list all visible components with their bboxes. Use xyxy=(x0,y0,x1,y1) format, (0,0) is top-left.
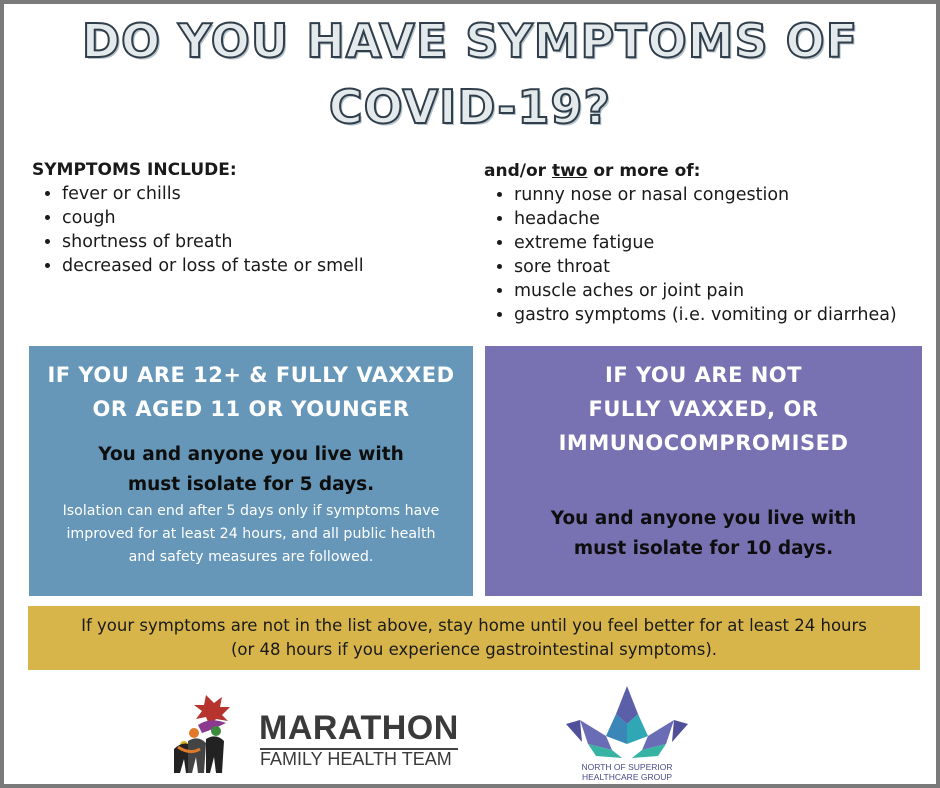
list-item: • fever or chills xyxy=(62,182,452,206)
symptoms-include-list xyxy=(32,182,452,278)
vaxxed-note-line-1: Isolation can end after 5 days only if symptoms have xyxy=(62,503,440,519)
list-item: • decreased or loss of taste or smell xyxy=(62,254,452,278)
title-line-1: DO YOU HAVE SYMPTOMS OF xyxy=(81,14,859,68)
list-item: • sore throat xyxy=(514,255,924,279)
list-item: • headache xyxy=(514,207,924,231)
note-line-1: If your symptoms are not in the list above, stay home until you feel better for at least 24 hours xyxy=(81,616,867,635)
not-vaxxed-body-line-1: You and anyone you live with xyxy=(550,508,857,529)
family-figures-icon xyxy=(164,689,256,779)
not-vaxxed-body-line-2: must isolate for 10 days. xyxy=(573,538,834,559)
two-or-more-column xyxy=(484,161,924,327)
two-or-more-heading xyxy=(484,161,924,181)
other-symptoms-note xyxy=(28,606,920,670)
nosh-logo xyxy=(562,684,692,784)
vaxxed-isolation-box xyxy=(29,346,473,596)
list-item: • shortness of breath xyxy=(62,230,452,254)
list-item: • muscle aches or joint pain xyxy=(514,279,924,303)
not-vaxxed-heading-line-2: FULLY VAXXED, OR xyxy=(588,397,819,421)
crown-leaf-icon xyxy=(562,684,692,760)
nosh-name-line-2: HEALTHCARE GROUP xyxy=(581,772,673,782)
heading-prefix: and/or xyxy=(484,161,552,181)
vaxxed-body-line-1: You and anyone you live with xyxy=(98,444,404,465)
two-or-more-list xyxy=(484,183,924,327)
not-vaxxed-isolation-box xyxy=(485,346,922,596)
heading-emphasis: two xyxy=(551,161,588,181)
nosh-name-line-1: NORTH OF SUPERIOR xyxy=(581,762,673,772)
heading-suffix: or more of: xyxy=(587,161,701,181)
vaxxed-body-line-2: must isolate for 5 days. xyxy=(127,474,375,495)
vaxxed-note-line-3: and safety measures are followed. xyxy=(128,549,374,565)
symptoms-include-heading: SYMPTOMS INCLUDE: xyxy=(32,160,237,180)
marathon-fht-logo xyxy=(164,689,464,779)
list-item: • runny nose or nasal congestion xyxy=(514,183,924,207)
list-item: • extreme fatigue xyxy=(514,231,924,255)
marathon-wordmark: MARATHON xyxy=(259,709,459,747)
symptoms-include-column xyxy=(32,160,452,278)
vaxxed-heading-line-1: IF YOU ARE 12+ & FULLY VAXXED xyxy=(47,363,455,387)
marathon-subtitle: FAMILY HEALTH TEAM xyxy=(260,749,452,769)
list-item: • gastro symptoms (i.e. vomiting or diarrhea) xyxy=(514,303,924,327)
not-vaxxed-heading-line-3: IMMUNOCOMPROMISED xyxy=(558,431,849,455)
list-item: • cough xyxy=(62,206,452,230)
not-vaxxed-heading-line-1: IF YOU ARE NOT xyxy=(605,363,802,387)
note-line-2: (or 48 hours if you experience gastrointestinal symptoms). xyxy=(230,640,718,659)
title-line-2: COVID-19? xyxy=(328,80,612,134)
vaxxed-heading-line-2: OR AGED 11 OR YOUNGER xyxy=(92,397,410,421)
vaxxed-note-line-2: improved for at least 24 hours, and all public health xyxy=(66,526,436,542)
